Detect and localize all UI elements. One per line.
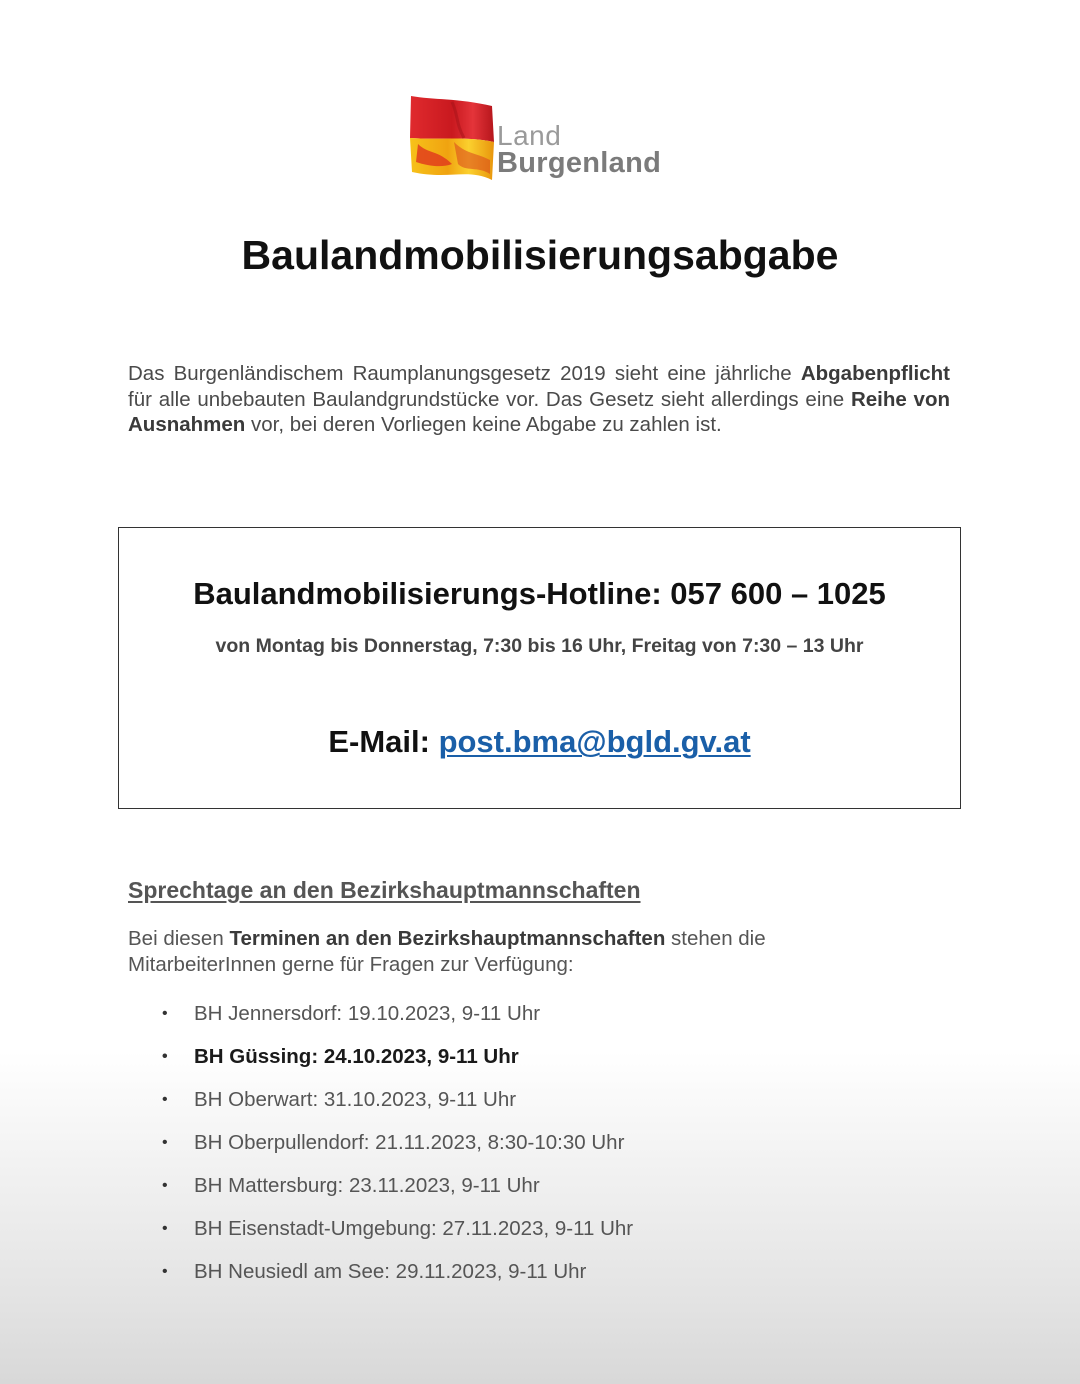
bullet-icon: •: [162, 1134, 168, 1151]
page-title: Baulandmobilisierungsabgabe: [241, 232, 839, 278]
list-item-text: BH Eisenstadt-Umgebung: 27.11.2023, 9-11 Uhr: [194, 1217, 634, 1240]
intro-bold-ausnahmen: Reihe von Ausnahmen: [128, 387, 950, 436]
intro-text-2: für alle unbebauten Baulandgrundstücke vor. Das Gesetz sieht allerdings eine: [128, 387, 851, 411]
email-link[interactable]: post.bma@bgld.gv.at: [438, 724, 751, 759]
intro-text-3: vor, bei deren Vorliegen keine Abgabe zu zahlen ist.: [245, 413, 722, 436]
flag-icon: [408, 94, 498, 186]
list-item-highlighted: [160, 1040, 633, 1083]
list-item-text: BH Güssing: 24.10.2023, 9-11 Uhr: [194, 1045, 519, 1068]
list-item: [160, 1126, 633, 1169]
email-line: [119, 724, 960, 760]
bullet-icon: •: [162, 1263, 168, 1280]
list-item-text: BH Oberpullendorf: 21.11.2023, 8:30-10:30 Uhr: [194, 1131, 625, 1154]
list-item: [160, 1255, 633, 1298]
sprechtage-intro-bold: Terminen an den Bezirkshauptmannschaften: [229, 927, 666, 950]
hotline-title: Baulandmobilisierungs-Hotline: 057 600 – 1025: [193, 576, 886, 611]
list-item: [160, 997, 633, 1040]
list-item: [160, 1083, 633, 1126]
bullet-icon: •: [162, 1220, 168, 1237]
hotline-hours: von Montag bis Donnerstag, 7:30 bis 16 Uhr, Freitag von 7:30 – 13 Uhr: [215, 635, 864, 657]
list-item-text: BH Mattersburg: 23.11.2023, 9-11 Uhr: [194, 1174, 540, 1197]
list-item: [160, 1169, 633, 1212]
email-label: E-Mail:: [328, 724, 439, 759]
logo-line-land: Land: [497, 120, 562, 151]
logo-wordmark: [497, 122, 661, 178]
sprechtage-intro-text-1: Bei diesen: [128, 927, 230, 950]
sprechtage-intro: [128, 926, 888, 977]
sprechtage-intro-text-2: stehen die MitarbeiterInnen gerne für Fragen zur Verfügung:: [128, 927, 766, 976]
sprechtage-heading: Sprechtage an den Bezirkshauptmannschaften: [128, 877, 641, 903]
list-item: [160, 1212, 633, 1255]
hotline-box: [118, 527, 961, 809]
sprechtage-list: [160, 997, 633, 1298]
intro-paragraph: [128, 361, 950, 438]
intro-bold-abgabenpflicht: Abgabenpflicht: [800, 362, 950, 385]
list-item-text: BH Jennersdorf: 19.10.2023, 9-11 Uhr: [194, 1002, 541, 1025]
intro-text-1: Das Burgenländischem Raumplanungsgesetz 2019 sieht eine jährliche: [128, 362, 801, 385]
logo-line-burgenland: Burgenland: [497, 147, 662, 179]
bullet-icon: •: [162, 1048, 168, 1065]
bullet-icon: •: [162, 1091, 168, 1108]
list-item-text: BH Neusiedl am See: 29.11.2023, 9-11 Uhr: [194, 1260, 587, 1283]
bullet-icon: •: [162, 1005, 168, 1022]
land-burgenland-logo: [408, 94, 668, 190]
bullet-icon: •: [162, 1177, 168, 1194]
list-item-text: BH Oberwart: 31.10.2023, 9-11 Uhr: [194, 1088, 517, 1111]
